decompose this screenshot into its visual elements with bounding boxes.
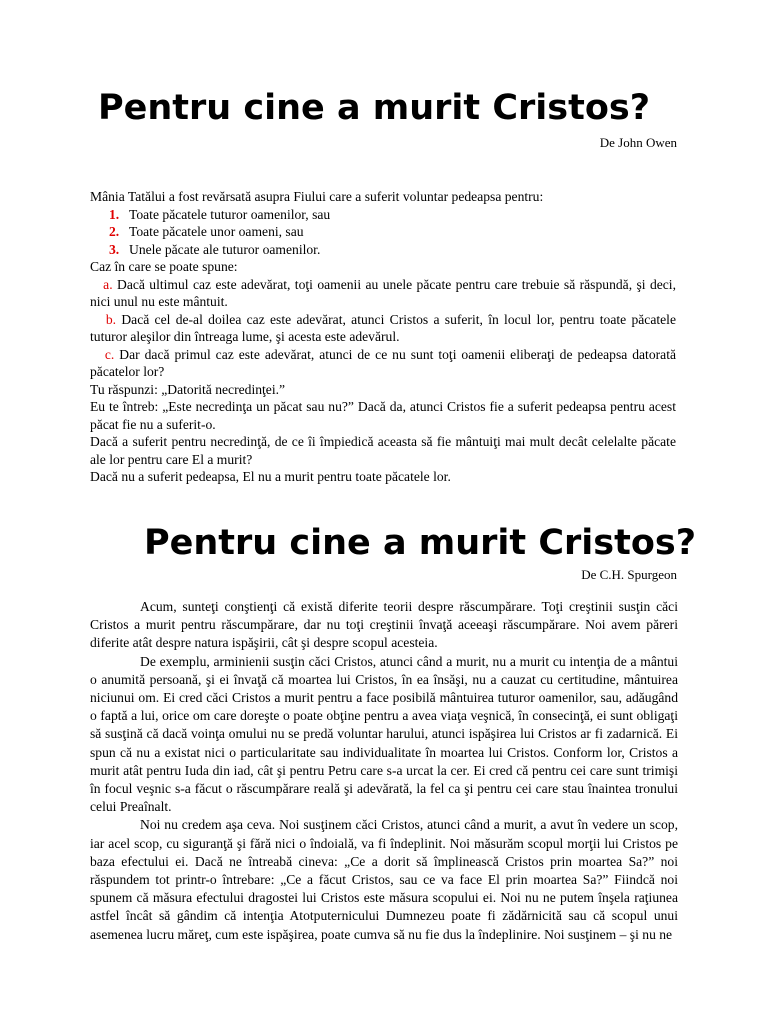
lettered-list (90, 276, 676, 381)
list-item-text: Unele păcate ale tuturor oamenilor. (129, 241, 321, 257)
list-item (90, 311, 676, 346)
article-author: De C.H. Spurgeon (581, 567, 677, 582)
body-paragraph: Acum, sunteţi conştienţi că există diferite teorii despre răscumpărare. Toţi creştinii susţin căci Cristos a murit pentru răscumpărare, dar nu toţi creştinii învaţă aceeaşi răscumpărare. Noi avem păreri diferite atât despre natura ispăşirii, cât şi despre scopul acesteia. (90, 599, 678, 651)
body-line: Eu te întreb: „Este necredinţa un păcat sau nu?” Dacă da, atunci Cristos fie a suferit pedeapsa pentru acest păcat fie nu a suferit-o. (90, 399, 676, 432)
case-intro: Caz în care se poate spune: (90, 259, 238, 274)
body-paragraph: Noi nu credem aşa ceva. Noi susţinem căci Cristos, atunci când a murit, a avut în vedere un scop, iar acel scop, cu siguranţă şi fără nici o îndoială, va fi îndeplinit. Noi măsurăm scopul morţii lui Cristos pe baza efectului ei. Dacă ne întreabă cineva: „Ce a dorit să împlinească Cristos prin moartea Sa?” noi răspundem tot printr-o întrebare: „Ce a făcut Cristos, sau ce va face El prin moartea Sa?” Fiindcă noi spunem că măsura efectului dragostei lui Cristos este măsura scopului ei. Noi nu ne putem înşela raţiunea astfel încât să gândim că intenţia Atotputernicului Dumnezeu poate fi zădărnicită sau că scopul unui asemenea lucru măreţ, cum este ispăşirea, poate cumva să nu fie dus la îndeplinire. Noi susţinem – şi nu ne (90, 817, 678, 942)
article-body (90, 598, 678, 944)
intro-paragraph: Mânia Tatălui a fost revărsată asupra Fiului care a suferit voluntar pedeapsa pentru: (90, 189, 544, 204)
list-number: 2. (109, 224, 120, 239)
list-letter: a. (103, 276, 113, 292)
body-line: Tu răspunzi: „Datorită necredinţei.” (90, 381, 286, 397)
article-title: Pentru cine a murit Cristos? (98, 88, 651, 128)
numbered-list (90, 206, 676, 259)
article-author: De John Owen (599, 135, 677, 150)
list-item (90, 206, 676, 224)
list-item (90, 241, 676, 259)
list-item-text: Toate păcatele unor oameni, sau (129, 224, 304, 239)
list-letter: c. (104, 346, 115, 362)
article-body (90, 188, 676, 486)
body-paragraph: De exemplu, arminienii susţin căci Cristos, atunci când a murit, nu a murit cu intenţia de a mântui o anumită persoană, şi ei învaţă că moartea lui Cristos, în ea însăşi, nu a cauzat cu certitudine, mântuirea niciunui om. Ei cred căci Cristos a murit pentru a face posibilă mântuirea tuturor oamenilor, sau, adăugând o faptă a lui, orice om care doreşte o poate obţine pentru a avea viaţa veşnică, în consecinţă, ei sunt obligaţi să susţină că dacă voinţa omului nu se predă voluntar harului, atunci ispăşirea lui Cristos ar fi zadarnică. Ei spun că nu a existat nici o particularitate sau individualitate în moartea lui Cristos. Conform lor, Cristos a murit atât pentru Iuda din iad, cât şi pentru Petru care s-a urcat la cer. Ei cred că pentru cei care sunt trimişi în focul veşnic s-a făcut o răscumpărare reală şi adevărată, la fel ca şi pentru cei care stau înaintea tronului celui Preaînalt. (90, 653, 678, 815)
list-letter: b. (105, 311, 117, 327)
list-item-text: Dacă ultimul caz este adevărat, toţi oamenii au unele păcate pentru care trebuie să răspundă, şi deci, nici unul nu este mântuit. (90, 276, 676, 309)
list-item-text: Dacă cel de-al doilea caz este adevărat, atunci Cristos a suferit, în locul lor, pentru toate păcatele tuturor aleşilor din întreaga lume, şi acesta este adevărul. (90, 311, 676, 344)
list-number: 1. (109, 206, 120, 222)
list-item-text: Toate păcatele tuturor oamenilor, sau (129, 206, 331, 222)
list-number: 3. (109, 241, 120, 257)
list-item (90, 223, 676, 241)
article-title: Pentru cine a murit Cristos? (144, 523, 697, 563)
list-item-text: Dar dacă primul caz este adevărat, atunci de ce nu sunt toţi oamenii eliberaţi de pedeapsa datorată păcatelor lor? (90, 346, 677, 379)
list-item (90, 346, 676, 381)
list-item (90, 276, 676, 311)
body-line: Dacă a suferit pentru necredinţă, de ce îi împiedică aceasta să fie mântuiţi mai mult decât celelalte păcate ale lor pentru care El a murit? (90, 434, 676, 467)
body-line: Dacă nu a suferit pedeapsa, El nu a murit pentru toate păcatele lor. (90, 469, 451, 484)
